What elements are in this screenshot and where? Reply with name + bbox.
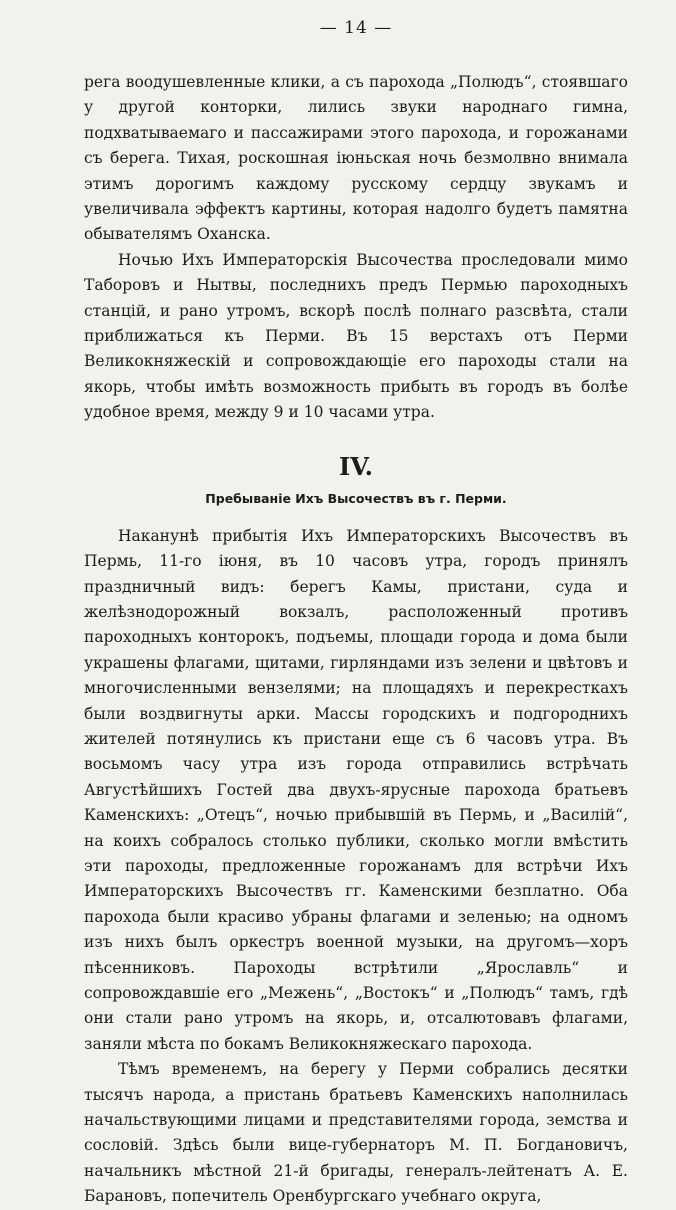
section-subtitle: Пребываніе Ихъ Высочествъ въ г. Перми. xyxy=(205,490,507,506)
body-text-bottom xyxy=(84,524,628,1210)
section-heading: IV. xyxy=(338,451,373,481)
paragraph: Ночью Ихъ Императорскія Высочества проследовали мимо Таборовъ и Нытвы, последнихъ предъ Пермью пароходныхъ станцій, и рано утромъ, вскорѣ послѣ полнаго разсвѣта, стали приближаться къ Перми. Въ 15 верстахъ отъ Перми Великокняжескій и сопровождающіе его пароходы стали на якорь, чтобы имѣть возможность прибыть въ городъ въ болѣе удобное время, между 9 и 10 часами утра. xyxy=(84,250,628,422)
body-text-top xyxy=(84,70,628,426)
paragraph: Наканунѣ прибытія Ихъ Императорскихъ Высочествъ въ Пермь, 11-го іюня, въ 10 часовъ утра, городъ принялъ праздничный видъ: берегъ Камы, пристани, суда и желѣзнодорожный вокзалъ, расположенный противъ пароходныхъ конторокъ, подъемы, площади города и дома были украшены флагами, щитами, гирляндами изъ зелени и цвѣтовъ и многочисленными вензелями; на площадяхъ и перекресткахъ были воздвигнуты арки. Массы городскихъ и подгороднихъ жителей потянулись къ пристани еще съ 6 часовъ утра. Въ восьмомъ часу утра изъ города отправились встрѣчать Августѣйшихъ Гостей два двухъ-ярусные парохода братьевъ Каменскихъ: „Отецъ“, ночью прибывшій въ Пермь, и „Василій“, на коихъ собралось столько публики, сколько могли вмѣстить эти пароходы, предложенные горожанамъ для встрѣчи Ихъ Императорскихъ Высочествъ гг. Каменскими безплатно. Оба парохода были красиво убраны флагами и зеленью; на одномъ изъ нихъ былъ оркестръ военной музыки, на другомъ—хоръ пѣсенниковъ. Пароходы встрѣтили „Ярославль“ и сопровождавшіе его „Межень“, „Востокъ“ и „Полюдъ“ тамъ, гдѣ они стали рано утромъ на якорь, и, отсалютовавъ флагами, заняли мѣста по бокамъ Великокняжескаго парохода. xyxy=(84,526,628,1053)
paragraph: Тѣмъ временемъ, на берегу у Перми собрались десятки тысячъ народа, а пристань братьевъ Каменскихъ наполнилась начальствующими лицами и представителями города, земства и сословій. Здѣсь были вице-губернаторъ М. П. Богдановичъ, начальникъ мѣстной 21-й бригады, генералъ-лейтенатъ А. Е. Барановъ, попечитель Оренбургскаго учебнаго округа, xyxy=(84,1060,628,1206)
page-number: — 14 — xyxy=(319,18,393,38)
paragraph: рега воодушевленные клики, а съ парохода „Полюдъ“, стоявшаго у другой конторки, лились звуки народнаго гимна, подхватываемаго и пассажирами этого парохода, и горожанами съ берега. Тихая, роскошная іюньская ночь безмолвно внимала этимъ дорогимъ каждому русскому сердцу звукамъ и увеличивала эффектъ картины, которая надолго будетъ памятна обывателямъ Оханска. xyxy=(84,73,628,244)
